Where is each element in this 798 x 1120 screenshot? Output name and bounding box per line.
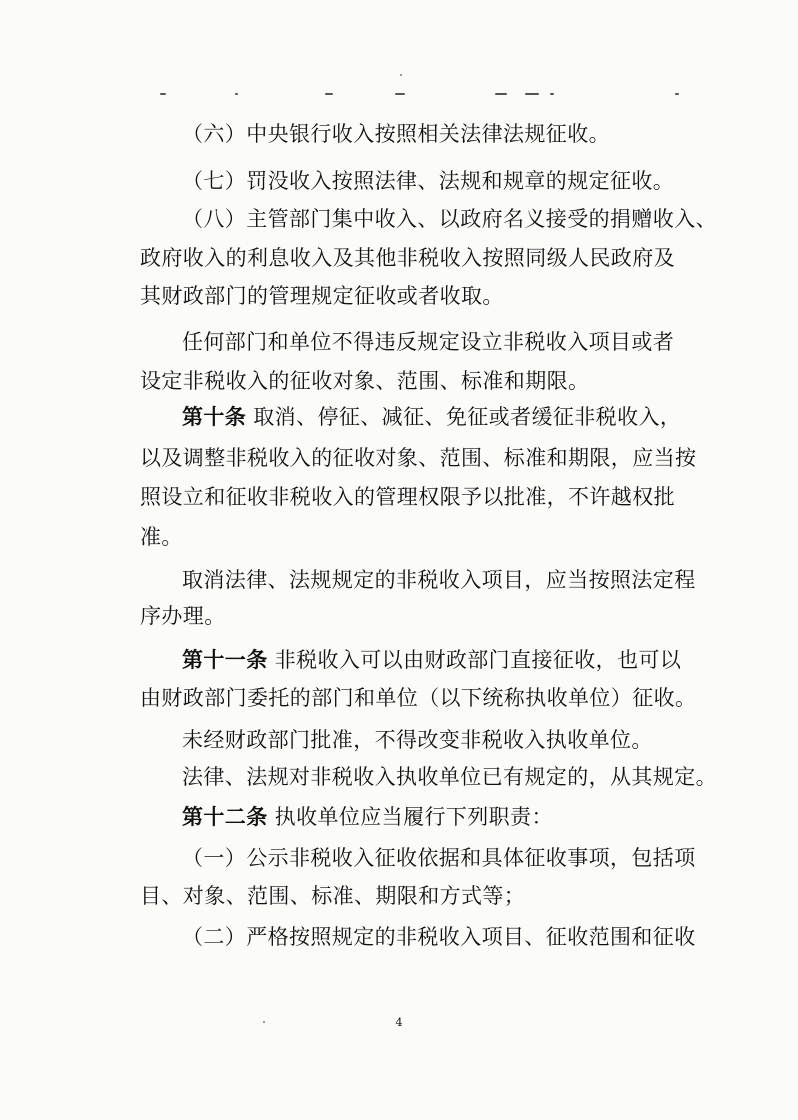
text-line-15: 由财政部门委托的部门和单位（以下统称执收单位）征收。 — [140, 686, 697, 710]
text-line-9: 以及调整非税收入的征收对象、范围、标准和期限，应当按 — [140, 446, 697, 470]
article-12-heading: 第十二条 — [182, 804, 268, 829]
text-line-13: 序办理。 — [140, 604, 226, 628]
article-11-line-1: 第十一条 非税收入可以由财政部门直接征收，也可以 — [182, 647, 682, 672]
text-line-6: 任何部门和单位不得违反规定设立非税收入项目或者 — [182, 330, 675, 354]
article-10-heading: 第十条 — [182, 404, 247, 429]
text-line-3: （八）主管部门集中收入、以政府名义接受的捐赠收入、 — [182, 207, 717, 231]
article-11-heading: 第十一条 — [182, 647, 268, 672]
text-line-16: 未经财政部门批准，不得改变非税收入执收单位。 — [182, 728, 653, 752]
text-line-19: （一）公示非税收入征收依据和具体征收事项，包括项 — [182, 846, 696, 870]
text-line-20: 目、对象、范围、标准、期限和方式等； — [140, 884, 526, 908]
scan-speck — [400, 74, 402, 76]
page-number: 4 — [395, 1016, 403, 1029]
text-line-11: 准。 — [140, 525, 183, 549]
text-line-1: （六）中央银行收入按照相关法律法规征收。 — [182, 122, 610, 146]
text-line-7: 设定非税收入的征收对象、范围、标准和期限。 — [140, 369, 590, 393]
text-line-21: （二）严格按照规定的非税收入项目、征收范围和征收 — [182, 925, 696, 949]
scan-speck — [263, 1021, 265, 1023]
text-line-17: 法律、法规对非税收入执收单位已有规定的，从其规定。 — [182, 765, 717, 789]
article-10-line-1: 第十条 取消、停征、减征、免征或者缓征非税收入， — [182, 404, 682, 429]
text-line-2: （七）罚没收入按照法律、法规和规章的规定征收。 — [182, 169, 675, 193]
text-line-5: 其财政部门的管理规定征收或者收取。 — [140, 284, 504, 308]
text-line-10: 照设立和征收非税收入的管理权限予以批准，不许越权批 — [140, 485, 675, 509]
scan-artifact-line — [140, 93, 680, 99]
article-12-line-1: 第十二条 执收单位应当履行下列职责： — [182, 804, 553, 829]
text-line-4: 政府收入的利息收入及其他非税收入按照同级人民政府及 — [140, 246, 675, 270]
text-line-12: 取消法律、法规规定的非税收入项目，应当按照法定程 — [182, 568, 696, 592]
